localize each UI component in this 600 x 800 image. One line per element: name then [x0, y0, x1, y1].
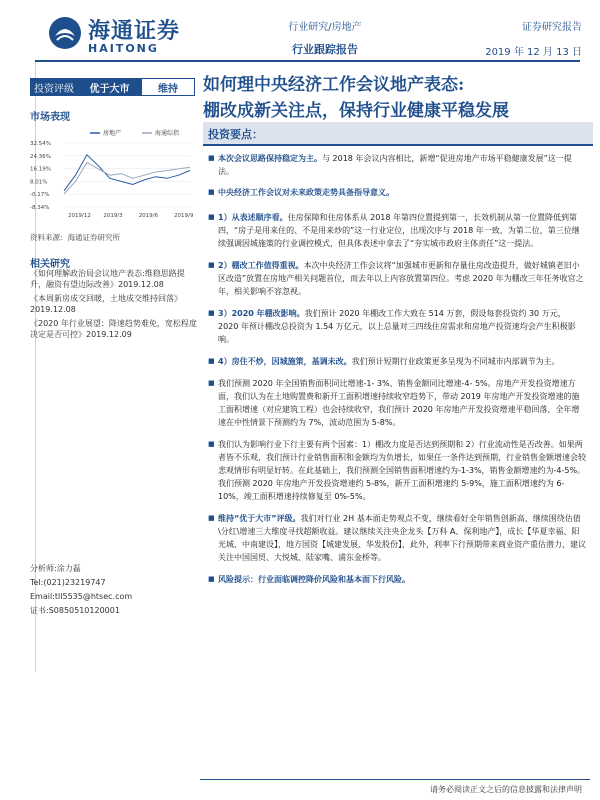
bullet-icon: ■ [208, 379, 215, 387]
key-points-heading: 投资要点： [203, 122, 593, 144]
x-tick-label: 2019/3 [103, 213, 123, 219]
key-point: ■ 中央经济工作会议对未来政策走势具备指导意义。 [208, 188, 394, 197]
page-header [0, 0, 600, 70]
chart-source: 资料来源：海通证券研究所 [30, 233, 120, 242]
bullet-icon: ■ [208, 514, 215, 522]
analyst-tel: Tel:(021)23219747 [30, 578, 106, 587]
rating-action: 维持 [158, 83, 178, 95]
key-point: ■ 我们预测 2020 年全国销售面积同比增速-1- 3%、销售金额同比增速-4- 5%。房地产开发投资增速方面，我们认为在土地购置费和新开工面积增速持续收窄趋势下，带动 2019 年房地产开发投资增速的施工面积增速（对应建筑工程）也会持续收窄，我们预计 2020 年房地产开发投资增速平稳回落，全年增速在中性情景下预测约为 7%，波动范围为 5-8%。 [208, 379, 580, 427]
y-tick-label: 8.01% [30, 179, 48, 186]
related-item[interactable]: 《本周新房成交回暖，土地成交维持回落》2019.12.08 [30, 294, 182, 314]
key-point: ■ 维持“优于大市”评级。我们对行业 2H 基本面走势观点不变，继续看好全年销售创新高、继续围绕估值\分红\增速三大维度寻找超额收益。建议继续关注央企龙头【万科 A、保利地产】，成长【华夏幸福、阳光城、中南建设】，地方国资【城建发展、华发股份】，此外，利率下行预期带来商业资产重估潜力，建议关注中国国贸、大悦城、陆家嘴、浦东金桥等。 [208, 514, 586, 562]
chart-y-ticks [30, 141, 190, 211]
y-tick-label: -8.34% [30, 205, 50, 211]
company-logo [48, 14, 183, 54]
key-point: ■ 4）房住不炒，因城施策，基调未改。我们预计短期行业政策更多呈现为不同城市内部调节为主。 [208, 357, 560, 366]
related-section-title: 相关研究 [30, 259, 70, 270]
chart-x-ticks [68, 213, 194, 219]
key-point: ■ 1）从表述顺序看。住房保障和住房体系从 2018 年第四位置提到第一，长效机制从第一位置降低到第四，“房子是用来住的、不是用来炒的”这一行业定位，出现次序与 2018 年一致、为第二位，第三位继续强调因城施策的行业调控模式，但具体表述中拿去了“夯实城市政府主体责任”这一提法。 [208, 213, 580, 248]
x-tick-label: 2019/6 [138, 213, 159, 219]
x-tick-label: 2019/9 [174, 213, 194, 219]
key-point: ■ 我们认为影响行业下行主要有两个因素：1）棚改力度是否达到预期和 2）行业流动性是否改善。如果两者皆不乐观，我们预计行业销售面积和金额均为负增长，如果任一条件达到预期，行业销售金额增速会较悲观情形有明显好转。在此基础上，我们预测全国销售面积增速约为-1-3%，销售金额增速约为-4-5%。我们预测 2020 年房地产开发投资增速约 5-8%，新开工面积增速约 5-9%，施工面积增速约为 6-10%，竣工面积增速持续修复至 0%-5%。 [208, 440, 586, 501]
y-tick-label: 24.36% [30, 153, 51, 160]
y-tick-label: 16.19% [30, 166, 51, 173]
analyst-name: 分析师:涂力磊 [30, 564, 81, 573]
bullet-icon: ■ [208, 188, 215, 196]
key-point: ■ 3）2020 年棚改影响。我们预计 2020 年棚改工作大致在 514 万套，假设每套投资约 30 万元，2020 年预计棚改总投资为 1.54 万亿元，以上总量对三四线住房需求和房地产投资速均会产生积极影响。 [208, 309, 576, 344]
chart-legend [90, 129, 179, 137]
related-item[interactable]: 《2020 年行业展望：降速趋势难免，宽松程度决定是否可控》2019.12.09 [30, 319, 197, 339]
bullet-icon: ■ [208, 154, 215, 162]
logo-chinese-name: 海通证券 [88, 19, 181, 44]
chart-lines [64, 155, 190, 194]
rating-value: 优于大市 [77, 79, 142, 95]
header-right [485, 18, 582, 58]
report-category: 行业研究/房地产 [288, 22, 362, 33]
analyst-info [30, 562, 132, 618]
title-line-2: 棚改成新关注点，保持行业健康平稳发展 [203, 101, 509, 121]
bullet-icon: ■ [208, 575, 215, 583]
key-points-divider [203, 144, 593, 146]
key-point: ■ 2）棚改工作值得重视。本次中央经济工作会议将“加强城市更新和存量住房改造提升，做好城镇老旧小区改造”放置在房地产相关问题首位，而去年以上内容放置第四位。考虑 2020 年为棚改三年任务收官之年，相关影响不容忽视。 [208, 261, 584, 296]
doc-kind: 证券研究报告 [522, 22, 582, 33]
y-tick-label: -0.17% [30, 192, 50, 199]
bullet-icon: ■ [208, 440, 215, 448]
legend-label: 海通综指 [155, 130, 180, 137]
logo-english-name: HAITONG [88, 42, 159, 55]
rating-box [30, 78, 195, 96]
footer-disclaimer: 请务必阅读正文之后的信息披露和法律声明 [430, 785, 582, 794]
header-center [270, 18, 380, 57]
x-tick-label: 2019/12 [68, 213, 91, 219]
report-title [203, 72, 593, 124]
title-line-1: 如何理中央经济工作会议地产表态: [203, 75, 465, 95]
bullet-icon: ■ [208, 309, 215, 317]
bullet-icon: ■ [208, 357, 215, 365]
logo-mark-icon [48, 16, 82, 50]
rating-label: 投资评级 [31, 79, 77, 95]
legend-label: 房地产 [103, 130, 122, 137]
analyst-cert: 证书:S0850510120001 [30, 606, 120, 615]
bullet-icon: ■ [208, 261, 215, 269]
report-date: 2019 年 12 月 13 日 [485, 47, 582, 58]
market-performance-chart [30, 125, 198, 220]
series-line [64, 155, 190, 191]
analyst-email[interactable]: Email:tll5535@htsec.com [30, 592, 133, 601]
report-type: 行业跟踪报告 [292, 43, 358, 56]
bullet-icon: ■ [208, 213, 215, 221]
y-tick-label: 32.54% [30, 141, 51, 147]
header-divider [35, 60, 580, 62]
related-item[interactable]: 《如何理解政治局会议地产表态:维稳思路提升，融资有望边际改善》2019.12.08 [30, 269, 185, 289]
key-point: ■ 本次会议思路保持稳定为主。与 2018 年会议内容相比，新增“促进房地产市场平稳健康发展”这一提法。 [208, 154, 572, 176]
footer-divider [200, 779, 590, 780]
series-line [64, 163, 190, 194]
key-point: ■ 风险提示：行业面临调控降价风险和基本面下行风险。 [208, 575, 410, 584]
key-points-body [208, 152, 586, 586]
related-list [30, 268, 198, 343]
market-section-title: 市场表现 [30, 112, 70, 123]
